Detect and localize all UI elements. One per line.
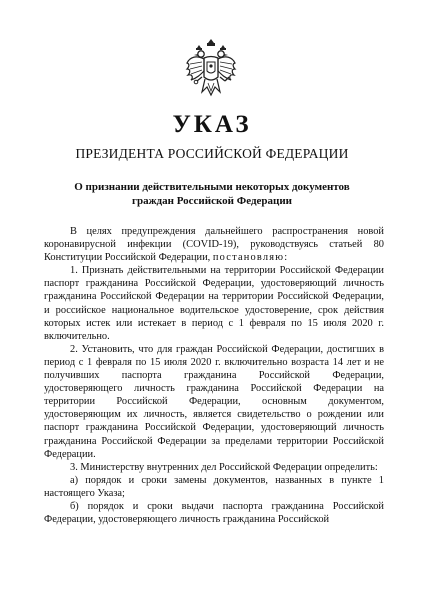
intro-paragraph: [44, 225, 384, 264]
issuer-title: ПРЕЗИДЕНТА РОССИЙСКОЙ ФЕДЕРАЦИИ: [75, 146, 349, 161]
decree-word: постановляю:: [212, 252, 289, 264]
paragraph-3a: а) порядок и сроки замены документов, названных в пункте 1 настоящего Указа;: [44, 474, 384, 499]
document-body: [44, 225, 384, 526]
subject-line-1: О признании действительными некоторых документов: [74, 181, 350, 193]
intro-text: В целях предупреждения дальнейшего распространения новой коронавирусной инфекции (COVID-19), руководствуясь статьей 80 Конституции Российской Федерации,: [44, 226, 384, 264]
coat-of-arms-icon: [184, 37, 238, 101]
document-subject: [40, 180, 384, 208]
document-type-title: УКАЗ: [172, 111, 252, 138]
paragraph-3b: б) порядок и сроки выдачи паспорта гражданина Российской Федерации, удостоверяющего личность гражданина Российской: [44, 500, 384, 526]
paragraph-3: 3. Министерству внутренних дел Российской Федерации определить:: [70, 461, 378, 473]
paragraph-2: 2. Установить, что для граждан Российской Федерации, достигших в период с 1 февраля по 15 июля 2020 г. включительно возраста 14 лет и не получивших паспорта гражданина Российской Федерации, удостоверяющего личность гражданина Российской Федерации на территории Российской Федерации, основным документом, удостоверяющим их личность, является свидетельство о рождении или паспорт гражданина Российской Федерации, удостоверяющий личность гражданина Российской Федерации за пределами территории Российской Федерации.: [44, 343, 384, 460]
paragraph-1: 1. Признать действительными на территории Российской Федерации паспорт гражданина Российской Федерации, удостоверяющий личность гражданина Российской Федерации на территории Российской Федерации, и российское национальное водительское удостоверение, срок действия которых истек или истекает в период с 1 февраля по 15 июля 2020 г. включительно.: [44, 265, 384, 342]
subject-line-2: граждан Российской Федерации: [131, 195, 293, 207]
